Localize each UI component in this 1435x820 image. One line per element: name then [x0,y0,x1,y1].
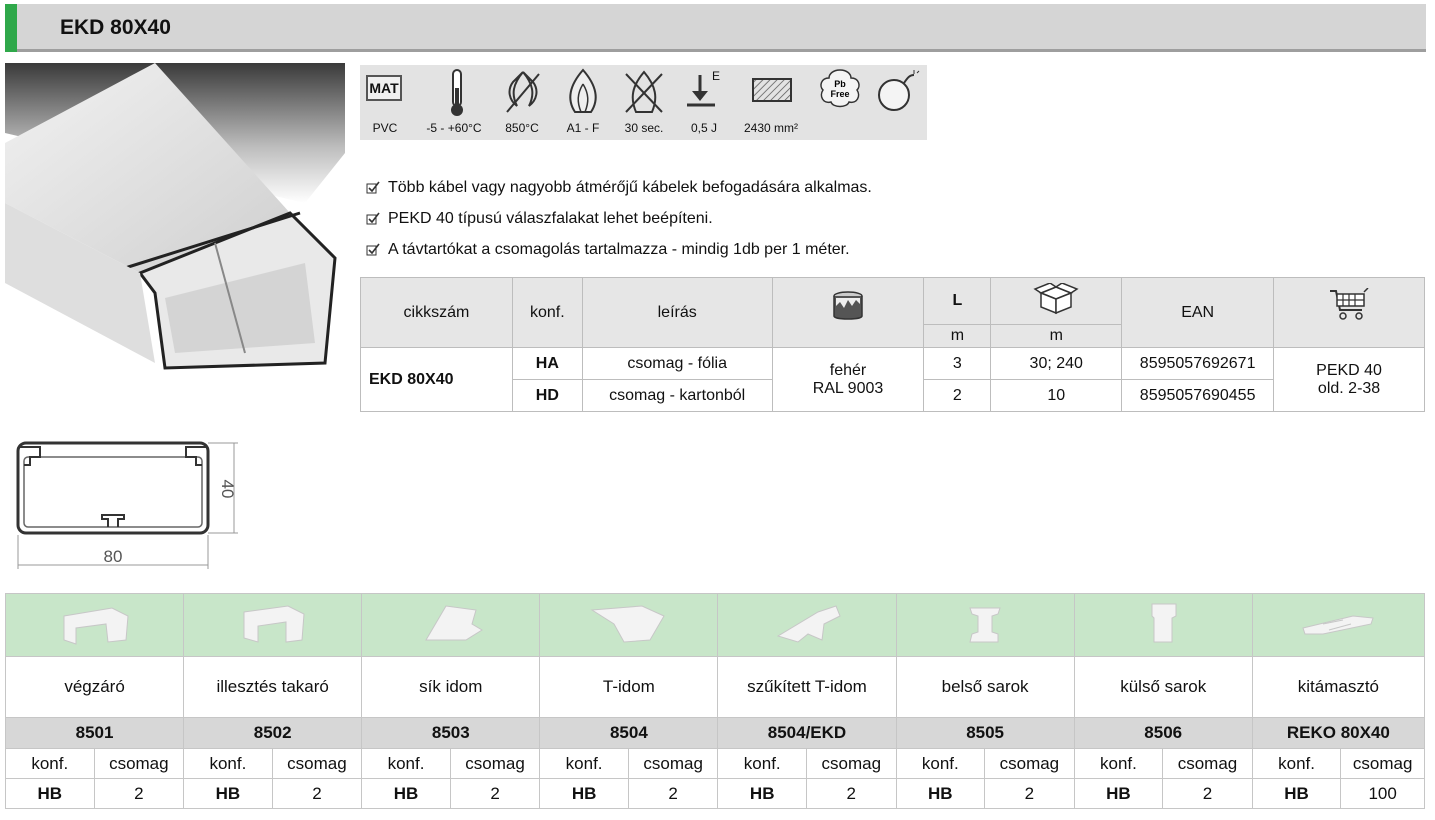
accessory-name: végzáró [6,657,184,718]
product-color [772,348,924,412]
cross-section-icon [751,77,793,103]
inner-corner-icon [940,600,1030,646]
icon-label-impact: 0,5 J [690,121,718,135]
accessory-image [896,594,1074,657]
accessory-name: szűkített T-idom [718,657,896,718]
row-ean: 8595057690455 [1122,380,1274,412]
page-title: EKD 80X40 [60,16,171,39]
header-length-unit: m [924,325,991,348]
end-cap-icon [50,600,140,646]
accessory-name: kitámasztó [1252,657,1424,718]
reduced-t-piece-icon [762,600,852,646]
outer-corner-icon [1118,600,1208,646]
header-color [772,278,924,348]
row-pack: 30; 240 [991,348,1122,380]
accessory-code: 8506 [1074,718,1252,749]
spec-table [360,277,1425,412]
accessory-image [1074,594,1252,657]
accessory-pack: 2 [450,779,540,809]
row-desc: csomag - fólia [582,348,772,380]
t-piece-icon [584,600,674,646]
joint-cover-icon [228,600,318,646]
accessory-code: 8504/EKD [718,718,896,749]
product-code: EKD 80X40 [361,348,513,412]
sub-header-conf: konf. [896,749,985,779]
feature-item [366,203,872,234]
icon-label-flammability: A1 - F [566,121,600,135]
accessory-code: 8504 [540,718,718,749]
accessory-code: REKO 80X40 [1252,718,1424,749]
accessory-conf: HB [184,779,273,809]
color-name: fehér [829,361,867,379]
header-pack [991,278,1122,325]
sub-header-pack: csomag [806,749,896,779]
accessory-code: 8503 [362,718,540,749]
table-row [361,348,1425,380]
width-label: 80 [103,547,123,566]
sub-header-pack: csomag [1341,749,1425,779]
accessory-pack: 2 [628,779,718,809]
header-related [1274,278,1425,348]
mat-icon: MAT [366,75,402,101]
sub-header-conf: konf. [362,749,451,779]
sub-header-conf: konf. [718,749,807,779]
product-photo [5,63,345,403]
sub-header-conf: konf. [540,749,629,779]
sub-header-pack: csomag [450,749,540,779]
feature-item [366,234,872,265]
svg-text:Free: Free [830,89,850,99]
icon-label-temperature: -5 - +60°C [426,121,482,135]
feature-text: PEKD 40 típusú válaszfalakat lehet beépíteni. [388,209,713,227]
related-line1: PEKD 40 [1316,361,1382,379]
sub-header-pack: csomag [94,749,184,779]
row-desc: csomag - kartonból [582,380,772,412]
accessory-conf: HB [1074,779,1163,809]
row-ean: 8595057692671 [1122,348,1274,380]
accessory-name: sík idom [362,657,540,718]
icon-label-glow-wire: 850°C [505,121,539,135]
header-length: L [924,278,991,325]
accessory-conf: HB [540,779,629,809]
feature-item [366,172,872,203]
checkbox-icon [366,243,380,257]
accessory-conf: HB [718,779,807,809]
row-length: 3 [924,348,991,380]
sub-header-conf: konf. [6,749,95,779]
flame-icon [561,68,605,116]
shopping-cart-icon [1328,288,1370,322]
height-label: 40 [218,479,237,499]
accessory-image [540,594,718,657]
header-pack-unit: m [991,325,1122,348]
accessory-conf: HB [6,779,95,809]
accessory-name: belső sarok [896,657,1074,718]
icon-label-material: PVC [372,121,398,135]
accessory-name: illesztés takaró [184,657,362,718]
property-icons [360,65,927,140]
self-extinguish-icon [622,68,666,116]
accessory-image [1252,594,1424,657]
header-desc: leírás [582,278,772,348]
accessory-code: 8501 [6,718,184,749]
sub-header-conf: konf. [1074,749,1163,779]
accessory-code: 8505 [896,718,1074,749]
accessory-image [184,594,362,657]
sub-header-pack: csomag [985,749,1075,779]
feature-list [366,172,872,265]
header-code: cikkszám [361,278,513,348]
sub-header-pack: csomag [1163,749,1253,779]
accessory-name: T-idom [540,657,718,718]
accessory-image [362,594,540,657]
sub-header-pack: csomag [628,749,718,779]
accessory-pack: 2 [272,779,362,809]
checkbox-icon [366,181,380,195]
paint-bucket-icon [830,288,866,324]
accessory-pack: 100 [1341,779,1425,809]
thermometer-icon [444,68,470,118]
checkbox-icon [366,212,380,226]
accessory-conf: HB [896,779,985,809]
accessory-conf: HB [362,779,451,809]
icon-label-burn-time: 30 sec. [624,121,664,135]
accessory-pack: 2 [806,779,896,809]
sub-header-conf: konf. [184,749,273,779]
header-conf: konf. [512,278,582,348]
impact-sup: E [712,69,721,83]
accessory-image [6,594,184,657]
accessory-code: 8502 [184,718,362,749]
related-line2: old. 2-38 [1317,379,1381,397]
color-ral: RAL 9003 [812,379,884,397]
icon-label-cross-section: 2430 mm² [743,121,799,135]
related-product [1274,348,1425,412]
feature-text: Több kábel vagy nagyobb átmérőjű kábelek befogadására alkalmas. [388,178,872,196]
sub-header-conf: konf. [1252,749,1341,779]
cross-section-drawing [10,435,250,575]
accessory-conf: HB [1252,779,1341,809]
box-icon [1033,283,1079,315]
accessory-image [718,594,896,657]
accessories-table [5,593,1425,809]
feature-text: A távtartókat a csomagolás tartalmazza - mindig 1db per 1 méter. [388,240,850,258]
accessory-pack: 2 [1163,779,1253,809]
flat-angle-icon [406,600,496,646]
header-ean: EAN [1122,278,1274,348]
accessory-pack: 2 [985,779,1075,809]
sub-header-pack: csomag [272,749,362,779]
title-bar [5,4,1426,52]
svg-text:Pb: Pb [834,79,846,89]
pb-free-icon [817,68,863,110]
row-pack: 10 [991,380,1122,412]
spacer-icon [1293,600,1383,646]
row-conf: HA [512,348,582,380]
row-length: 2 [924,380,991,412]
glow-wire-icon [503,68,543,116]
row-conf: HD [512,380,582,412]
accessory-pack: 2 [94,779,184,809]
bomb-icon [876,69,920,113]
accessory-name: külső sarok [1074,657,1252,718]
title-accent [5,4,17,52]
